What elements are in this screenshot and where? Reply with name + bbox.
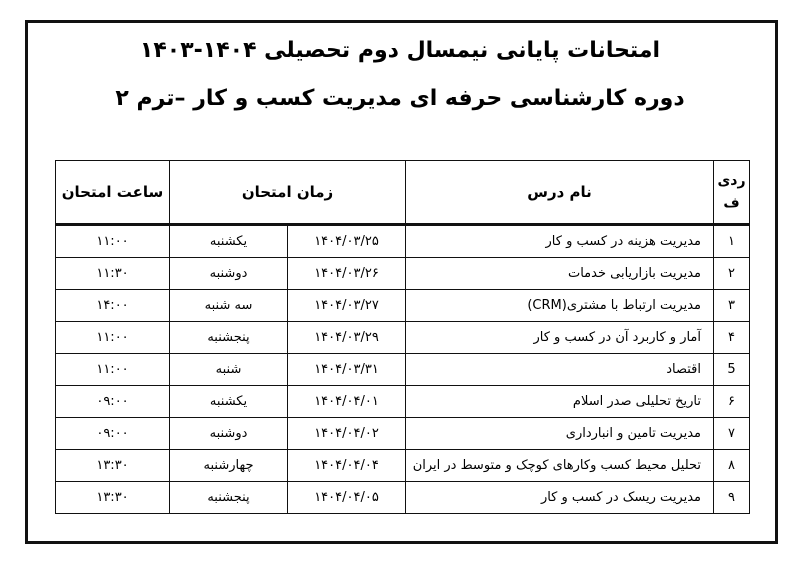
header-row-number-line2: ف	[723, 195, 740, 211]
exam-day-cell: پنجشنبه	[170, 482, 288, 514]
exam-day-cell: یکشنبه	[170, 225, 288, 258]
table-row	[56, 258, 750, 290]
course-name-cell: آمار و کاربرد آن در کسب و کار	[406, 322, 714, 354]
course-name-cell: اقتصاد	[406, 354, 714, 386]
row-number-cell: ۱	[714, 225, 750, 258]
course-name-cell: مدیریت هزینه در کسب و کار	[406, 225, 714, 258]
row-number-cell: ۶	[714, 386, 750, 418]
course-name-cell: تاریخ تحلیلی صدر اسلام	[406, 386, 714, 418]
exam-date-cell: ۱۴۰۴/۰۳/۲۷	[288, 290, 406, 322]
exam-day-cell: دوشنبه	[170, 418, 288, 450]
exam-time-cell: ۱۳:۳۰	[56, 482, 170, 514]
exam-date-cell: ۱۴۰۴/۰۴/۰۲	[288, 418, 406, 450]
header-row-number	[714, 161, 750, 225]
table-row	[56, 482, 750, 514]
row-number-cell: ۹	[714, 482, 750, 514]
course-name-cell: مدیریت ارتباط با مشتری(CRM)	[406, 290, 714, 322]
row-number-cell: ۷	[714, 418, 750, 450]
exam-day-cell: پنجشنبه	[170, 322, 288, 354]
header-course-name: نام درس	[406, 161, 714, 225]
course-name-cell: مدیریت ریسک در کسب و کار	[406, 482, 714, 514]
course-name-cell: مدیریت بازاریابی خدمات	[406, 258, 714, 290]
exam-date-cell: ۱۴۰۴/۰۴/۰۴	[288, 450, 406, 482]
row-number-cell: ۲	[714, 258, 750, 290]
exam-day-cell: چهارشنبه	[170, 450, 288, 482]
exam-date-cell: ۱۴۰۴/۰۴/۰۵	[288, 482, 406, 514]
table-row	[56, 418, 750, 450]
exam-time-cell: ۱۳:۳۰	[56, 450, 170, 482]
course-name-cell: تحلیل محیط کسب وکارهای کوچک و متوسط در ایران	[406, 450, 714, 482]
row-number-cell: ۳	[714, 290, 750, 322]
header-row-number-line1: ردی	[717, 173, 746, 189]
exam-schedule-table	[55, 160, 750, 514]
table-row	[56, 450, 750, 482]
exam-day-cell: سه شنبه	[170, 290, 288, 322]
header-exam-time: ساعت امتحان	[56, 161, 170, 225]
exam-day-cell: شنبه	[170, 354, 288, 386]
document-subtitle: دوره کارشناسی حرفه ای مدیریت کسب و کار –ترم ۲	[115, 86, 685, 111]
course-name-cell: مدیریت تامین و انبارداری	[406, 418, 714, 450]
row-number-cell: ۸	[714, 450, 750, 482]
table-row	[56, 290, 750, 322]
table-row	[56, 225, 750, 258]
table-row	[56, 354, 750, 386]
exam-date-cell: ۱۴۰۴/۰۳/۲۹	[288, 322, 406, 354]
exam-time-cell: ۱۱:۰۰	[56, 354, 170, 386]
exam-time-cell: ۰۹:۰۰	[56, 386, 170, 418]
table-header-row	[56, 161, 750, 225]
exam-date-cell: ۱۴۰۴/۰۳/۲۶	[288, 258, 406, 290]
table-row	[56, 386, 750, 418]
exam-time-cell: ۰۹:۰۰	[56, 418, 170, 450]
exam-time-cell: ۱۴:۰۰	[56, 290, 170, 322]
exam-date-cell: ۱۴۰۴/۰۳/۲۵	[288, 225, 406, 258]
exam-date-cell: ۱۴۰۴/۰۴/۰۱	[288, 386, 406, 418]
exam-day-cell: دوشنبه	[170, 258, 288, 290]
exam-time-cell: ۱۱:۰۰	[56, 225, 170, 258]
header-exam-date: زمان امتحان	[170, 161, 406, 225]
row-number-cell: 5	[714, 354, 750, 386]
exam-time-cell: ۱۱:۰۰	[56, 322, 170, 354]
exam-date-cell: ۱۴۰۴/۰۳/۳۱	[288, 354, 406, 386]
exam-time-cell: ۱۱:۳۰	[56, 258, 170, 290]
exam-day-cell: یکشنبه	[170, 386, 288, 418]
row-number-cell: ۴	[714, 322, 750, 354]
table-row	[56, 322, 750, 354]
document-title: امتحانات پایانی نیمسال دوم تحصیلی ۱۴۰۴-۱۴۰۳	[139, 38, 661, 63]
